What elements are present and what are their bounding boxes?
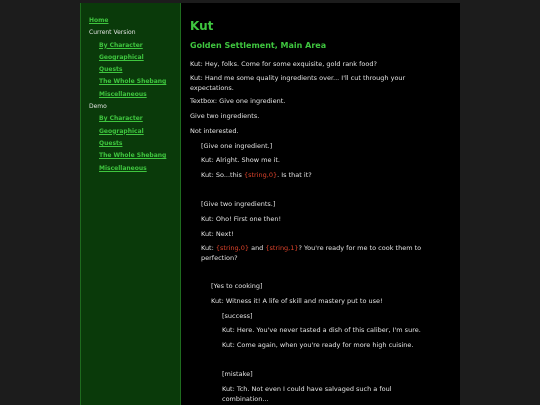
string-placeholder: {string,0} xyxy=(243,171,278,179)
dialogue-line: [Give two ingredients.] xyxy=(201,200,276,208)
page-subtitle: Golden Settlement, Main Area xyxy=(190,41,327,50)
dialogue-text: Kut: So...this xyxy=(201,171,244,179)
page-title: Kut xyxy=(190,19,214,33)
dialogue-line: [Yes to cooking] xyxy=(211,282,263,290)
nav-demo-by-character-link[interactable]: By Character xyxy=(99,115,143,123)
string-placeholder: {string,1} xyxy=(265,244,299,252)
dialogue-line xyxy=(201,171,312,181)
string-placeholder: {string,0} xyxy=(215,244,250,252)
dialogue-text: ? You're ready for me to cook them to perfection? xyxy=(201,244,422,262)
dialogue-line xyxy=(201,244,446,263)
nav-current-miscellaneous-link[interactable]: Miscellaneous xyxy=(99,90,147,98)
dialogue-line: Kut: Hey, folks. Come for some exquisite, gold rank food? xyxy=(190,60,377,68)
nav-current-quests-link[interactable]: Quests xyxy=(99,66,123,74)
dialogue-line: Kut: Tch. Not even I could have salvaged such a foul combination... xyxy=(222,385,392,403)
nav-current-whole-shebang-link[interactable]: The Whole Shebang xyxy=(99,78,167,86)
dialogue-line: Kut: Here. You've never tasted a dish of this caliber, I'm sure. xyxy=(222,326,421,334)
nav-home-link[interactable]: Home xyxy=(89,17,109,24)
nav-current-by-character-link[interactable]: By Character xyxy=(99,41,143,49)
nav-demo-whole-shebang-link[interactable]: The Whole Shebang xyxy=(99,152,167,160)
nav-current-geographical-link[interactable]: Geographical xyxy=(99,53,144,61)
dialogue-text: . Is that it? xyxy=(277,171,312,179)
dialogue-line: [mistake] xyxy=(222,370,253,378)
nav-demo-miscellaneous-link[interactable]: Miscellaneous xyxy=(99,164,147,172)
dialogue-text: and xyxy=(249,244,266,252)
dialogue-line: [Give one ingredient.] xyxy=(201,142,273,150)
dialogue-line: [success] xyxy=(222,312,253,320)
nav-demo-heading: Demo xyxy=(89,103,107,111)
dialogue-line: Kut: Come again, when you're ready for more high cuisine. xyxy=(222,341,414,349)
nav-current-version-heading: Current Version xyxy=(89,29,136,37)
dialogue-line: Textbox: Give one ingredient. xyxy=(190,97,286,105)
dialogue-line: Give two ingredients. xyxy=(190,112,260,120)
nav-demo-quests-link[interactable]: Quests xyxy=(99,139,123,147)
main-content xyxy=(182,3,460,405)
dialogue-line: Kut: Next! xyxy=(201,230,234,238)
dialogue-line: Kut: Alright. Show me it. xyxy=(201,156,280,164)
sidebar-nav xyxy=(80,3,181,405)
dialogue-line: Kut: Hand me some quality ingredients over... I'll cut through your expectations. xyxy=(190,74,406,92)
dialogue-line: Not interested. xyxy=(190,127,239,135)
nav-demo-geographical-link[interactable]: Geographical xyxy=(99,127,144,135)
dialogue-line: Kut: Oho! First one then! xyxy=(201,215,282,223)
dialogue-text: Kut: xyxy=(201,244,216,252)
dialogue-line: Kut: Witness it! A life of skill and mastery put to use! xyxy=(211,297,383,305)
